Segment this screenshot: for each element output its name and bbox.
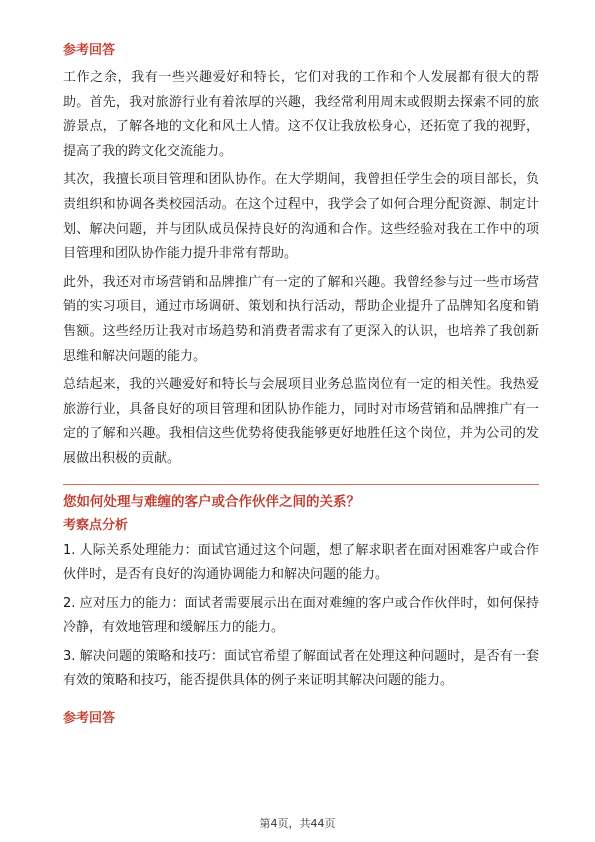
reference-answer-heading-2: 参考回答	[63, 711, 116, 727]
answer-paragraph-4: 总结起来，我的兴趣爱好和特长与会展项目业务总监岗位有一定的相关性。我热爱旅游行业，具备良好的项目管理和团队协作能力，同时对市场营销和品牌推广有一定的了解和兴趣。我相信这些优势将使我能够更好地胜任这个岗位，并为公司的发展做出积极的贡献。	[63, 377, 539, 466]
analysis-item-2: 2. 应对压力的能力：面试者需要展示出在面对难缠的客户或合作伙伴时，如何保持冷静，有效地管理和缓解压力的能力。	[63, 595, 539, 636]
page-content	[63, 40, 539, 730]
interview-question: 您如何处理与难缠的客户或合作伙伴之间的关系？	[63, 493, 360, 510]
reference-answer-heading: 参考回答	[63, 43, 116, 58]
answer-paragraph-3: 此外，我还对市场营销和品牌推广有一定的了解和兴趣。我曾经参与过一些市场营销的实习项目，通过市场调研、策划和执行活动，帮助企业提升了品牌知名度和销售额。这些经历让我对市场趋势和消费者需求有了更深入的认识，也培养了我创新思维和解决问题的能力。	[63, 274, 539, 364]
answer-paragraph-1: 工作之余，我有一些兴趣爱好和特长，它们对我的工作和个人发展都有很大的帮助。首先，我对旅游行业有着浓厚的兴趣，我经常利用周末或假期去探索不同的旅游景点，了解各地的文化和风土人情。这不仅让我放松身心，还拓宽了我的视野，提高了我的跨文化交流能力。	[63, 70, 539, 159]
analysis-heading: 考察点分析	[63, 517, 129, 533]
analysis-item-1: 1. 人际关系处理能力：面试官通过这个问题，想了解求职者在面对困难客户或合作伙伴时，是否有良好的沟通协调能力和解决问题的能力。	[63, 542, 539, 583]
answer-paragraph-2: 其次，我擅长项目管理和团队协作。在大学期间，我曾担任学生会的项目部长，负责组织和协调各类校园活动。在这个过程中，我学会了如何合理分配资源、制定计划、解决问题，并与团队成员保持良好的沟通和合作。这些经验对我在工作中的项目管理和团队协作能力提升非常有帮助。	[63, 172, 539, 262]
page-footer: 第4页，共44页	[259, 817, 336, 830]
analysis-item-3: 3. 解决问题的策略和技巧：面试官希望了解面试者在处理这种问题时，是否有一套有效的策略和技巧，能否提供具体的例子来证明其解决问题的能力。	[63, 648, 539, 689]
